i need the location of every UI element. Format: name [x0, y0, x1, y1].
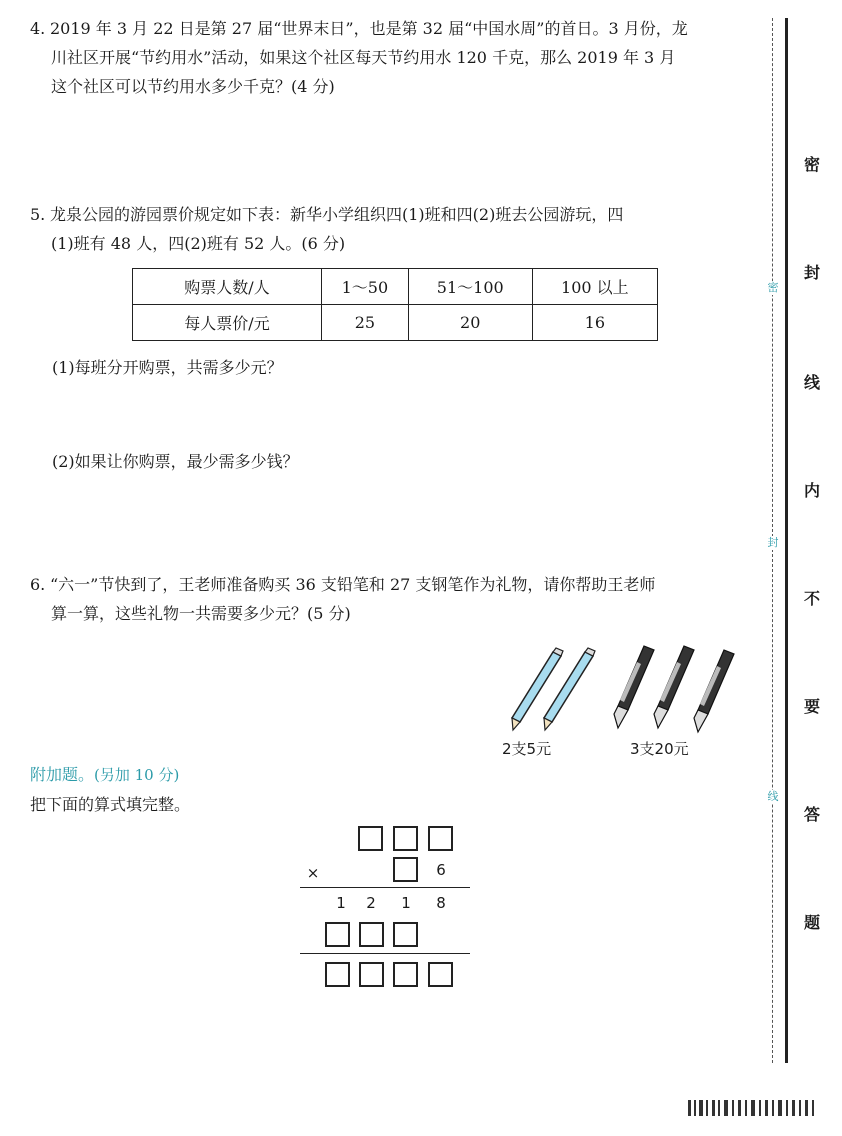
question-text-line: 算一算，这些礼物一共需要多少元？(5 分) — [51, 604, 351, 623]
product-rule-line — [300, 887, 470, 888]
answer-box[interactable] — [428, 826, 453, 851]
margin-char: 封 — [803, 263, 820, 282]
margin-char: 线 — [803, 373, 820, 392]
pen-price-caption: 3支20元 — [630, 740, 689, 758]
table-cell: 25 — [322, 305, 409, 341]
question-text-line: “六一”节快到了，王老师准备购买 36 支铅笔和 27 支钢笔作为礼物，请你帮助王老师 — [50, 575, 656, 594]
fountain-pen-icon — [654, 646, 694, 728]
multiplier-digit: 6 — [436, 861, 446, 879]
margin-char: 答 — [803, 805, 820, 824]
bonus-title: 附加题。 — [30, 765, 95, 784]
answer-box[interactable] — [358, 826, 383, 851]
sum-rule-line — [300, 953, 470, 954]
dashed-line-char: 封 — [767, 536, 779, 549]
ticket-price-table — [132, 268, 658, 341]
dashed-line-char: 密 — [767, 281, 779, 294]
bonus-extra-points: (另加 10 分) — [94, 766, 180, 784]
question-text-line: (1)班有 48 人，四(2)班有 52 人。(6 分) — [51, 234, 346, 253]
margin-solid-line — [785, 18, 788, 1063]
table-row — [133, 269, 658, 305]
table-cell: 1～50 — [322, 269, 409, 305]
answer-box[interactable] — [393, 857, 418, 882]
table-cell: 购票人数/人 — [133, 269, 322, 305]
partial-digit: 1 — [336, 894, 346, 912]
times-sign: × — [306, 864, 320, 882]
question-6 — [30, 570, 750, 628]
pencil-price-caption: 2支5元 — [502, 740, 552, 758]
question-text-line: 这个社区可以节约用水多少千克？(4 分) — [51, 77, 335, 96]
table-cell: 每人票价/元 — [133, 305, 322, 341]
partial-digit: 2 — [366, 894, 376, 912]
question-number: 4. — [30, 19, 46, 38]
margin-char: 密 — [803, 155, 820, 174]
margin-char: 不 — [803, 589, 820, 608]
pencil-and-pen-illustration — [500, 640, 750, 740]
answer-box[interactable] — [325, 922, 350, 947]
fountain-pen-icon — [614, 646, 654, 728]
answer-box[interactable] — [393, 826, 418, 851]
question-text-line: 川社区开展“节约用水”活动，如果这个社区每天节约用水 120 千克，那么 2019 年 3 月 — [51, 48, 676, 67]
answer-box[interactable] — [393, 962, 418, 987]
partial-digit: 8 — [436, 894, 446, 912]
question-text-line: 龙泉公园的游园票价规定如下表：新华小学组织四(1)班和四(2)班去公园游玩，四 — [50, 205, 624, 224]
question-4 — [30, 14, 750, 101]
question-text-line: 2019 年 3 月 22 日是第 27 届“世界末日”，也是第 32 届“中国水周”的首日。3 月份，龙 — [50, 19, 688, 38]
answer-box[interactable] — [393, 922, 418, 947]
bonus-heading — [30, 762, 179, 785]
question-number: 6. — [30, 575, 46, 594]
table-cell: 51～100 — [408, 269, 532, 305]
question-5 — [30, 200, 750, 258]
sub-question-1: (1)每班分开购票，共需多少元？ — [52, 358, 283, 377]
answer-box[interactable] — [359, 922, 384, 947]
margin-char: 要 — [803, 697, 820, 716]
table-cell: 100 以上 — [532, 269, 657, 305]
fountain-pen-icon — [694, 650, 734, 732]
table-cell: 20 — [408, 305, 532, 341]
sub-question-2: (2)如果让你购票，最少需多少钱？ — [52, 452, 299, 471]
table-cell: 16 — [532, 305, 657, 341]
partial-digit: 1 — [401, 894, 411, 912]
stationery-pictures — [500, 640, 750, 760]
margin-char: 内 — [803, 481, 820, 500]
dashed-line-char: 线 — [767, 790, 779, 803]
answer-box[interactable] — [359, 962, 384, 987]
margin-char: 题 — [803, 913, 820, 932]
table-row — [133, 305, 658, 341]
bonus-description: 把下面的算式填完整。 — [30, 795, 191, 814]
question-number: 5. — [30, 205, 46, 224]
answer-box[interactable] — [428, 962, 453, 987]
answer-box[interactable] — [325, 962, 350, 987]
